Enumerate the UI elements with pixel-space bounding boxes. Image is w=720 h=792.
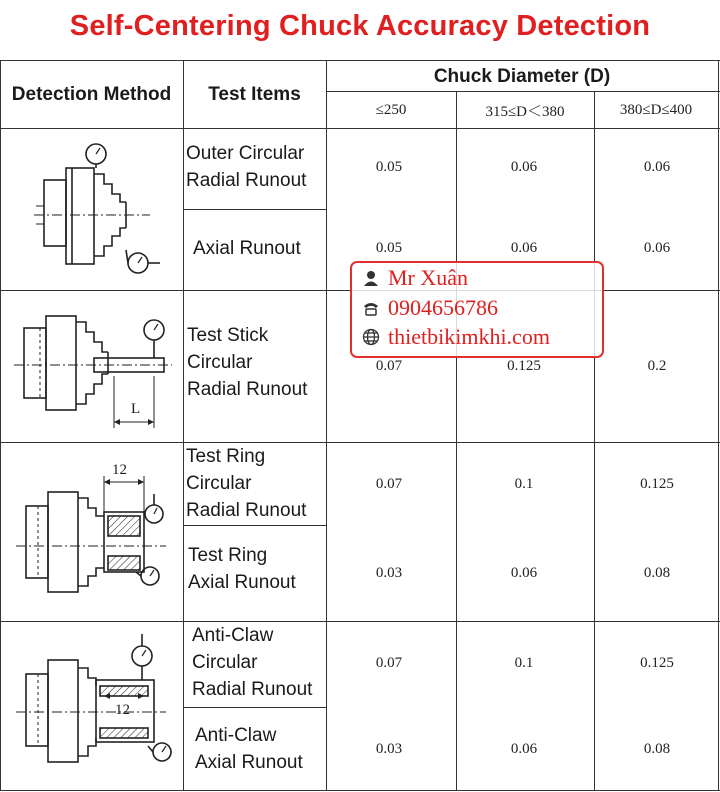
header-detection-method: Detection Method	[11, 84, 172, 105]
header-size-1: ≤250	[375, 101, 407, 118]
anti-claw-diagram	[16, 630, 176, 782]
test-item: Axial Runout	[193, 238, 301, 259]
chuck-outer-runout-diagram	[30, 138, 170, 278]
value-cell: 0.03	[375, 565, 403, 581]
value-cell: 0.1	[514, 655, 534, 671]
contact-name: Mr Xuân	[388, 265, 469, 290]
test-item: Test Ring Circular Radial Runout	[186, 446, 307, 521]
contact-watermark	[350, 261, 604, 358]
dimension-label-12: 12	[112, 462, 127, 478]
value-cell: 0.08	[643, 565, 671, 581]
person-icon	[362, 269, 380, 287]
value-cell: 0.03	[375, 741, 403, 757]
test-item: Anti-Claw Circular Radial Runout	[192, 625, 313, 700]
test-item: Test Ring Axial Runout	[188, 545, 296, 593]
value-cell: 0.06	[510, 240, 538, 256]
value-cell: 0.06	[643, 240, 671, 256]
value-cell: 0.06	[510, 159, 538, 175]
value-cell: 0.125	[640, 655, 674, 671]
dimension-label-12: 12	[115, 702, 130, 718]
test-item: Outer Circular Radial Runout	[186, 143, 307, 191]
value-cell: 0.06	[510, 741, 538, 757]
value-cell: 0.07	[375, 655, 403, 671]
value-cell: 0.06	[643, 159, 671, 175]
test-item: Test Stick Circular Radial Runout	[187, 325, 308, 400]
value-cell: 0.05	[375, 159, 403, 175]
test-stick-diagram	[14, 300, 180, 438]
contact-phone: 0904656786	[388, 295, 498, 320]
value-cell: 0.1	[514, 476, 534, 492]
value-cell: 0.06	[510, 565, 538, 581]
dimension-label-l: L	[131, 401, 141, 417]
page-title: Self-Centering Chuck Accuracy Detection	[69, 10, 651, 42]
header-test-items: Test Items	[208, 84, 301, 105]
globe-icon	[362, 328, 380, 346]
value-cell: 0.07	[375, 358, 403, 374]
value-cell: 0.08	[643, 741, 671, 757]
value-cell: 0.05	[375, 240, 403, 256]
contact-website: thietbikimkhi.com	[388, 324, 550, 349]
test-ring-diagram	[16, 458, 176, 608]
header-size-2: 315≤D＜380	[485, 103, 565, 120]
value-cell: 0.125	[640, 476, 674, 492]
value-cell: 0.07	[375, 476, 403, 492]
value-cell: 0.2	[647, 358, 667, 374]
value-cell: 0.125	[507, 358, 541, 374]
header-chuck-diameter: Chuck Diameter (D)	[433, 65, 611, 87]
phone-icon	[362, 299, 380, 317]
test-item: Anti-Claw Axial Runout	[195, 725, 303, 773]
header-size-3: 380≤D≤400	[619, 101, 693, 118]
